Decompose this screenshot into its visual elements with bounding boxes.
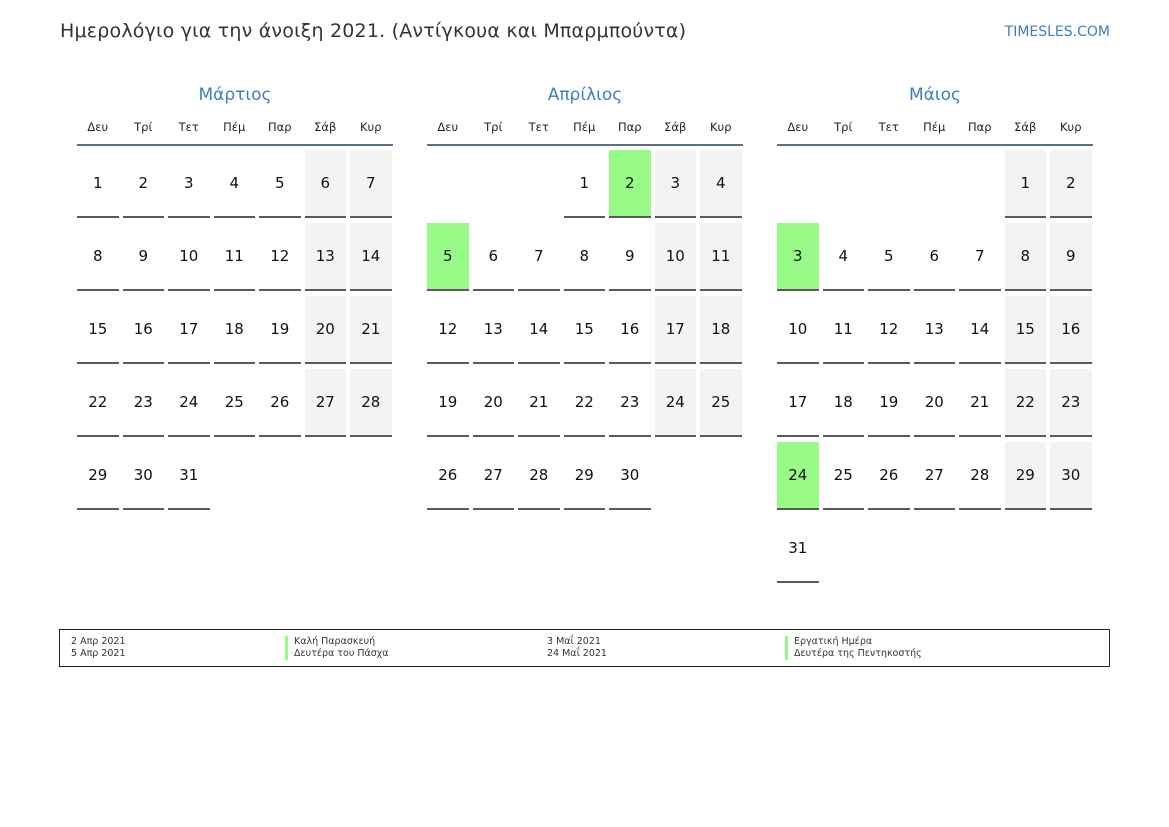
weekday-label: Κυρ bbox=[710, 120, 732, 134]
day-cell: 21 bbox=[959, 369, 1001, 437]
day-cell: 5 bbox=[868, 223, 910, 291]
day-cell: 8 bbox=[564, 223, 606, 291]
day-cell: 21 bbox=[518, 369, 560, 437]
weekday-header bbox=[427, 112, 743, 146]
day-cell: 20 bbox=[305, 296, 347, 364]
day-cell: 27 bbox=[305, 369, 347, 437]
day-cell: 8 bbox=[77, 223, 119, 291]
empty-cell bbox=[777, 150, 819, 216]
day-cell: 9 bbox=[609, 223, 651, 291]
weekday-label: Κυρ bbox=[360, 120, 382, 134]
day-cell: 18 bbox=[214, 296, 256, 364]
weekday-label: Σάβ bbox=[314, 120, 337, 134]
day-cell: 15 bbox=[1005, 296, 1047, 364]
day-cell: 31 bbox=[168, 442, 210, 510]
legend-date: 2 Απρ 2021 bbox=[71, 636, 126, 647]
day-cell: 2 bbox=[1050, 150, 1092, 218]
day-cell: 10 bbox=[168, 223, 210, 291]
day-cell: 27 bbox=[473, 442, 515, 510]
day-cell: 1 bbox=[564, 150, 606, 218]
day-cell: 9 bbox=[1050, 223, 1092, 291]
empty-cell bbox=[823, 150, 865, 216]
legend-holiday-name: Καλή Παρασκευή bbox=[285, 636, 375, 648]
site-link[interactable]: TIMESLES.COM bbox=[1004, 24, 1110, 40]
day-cell: 14 bbox=[959, 296, 1001, 364]
day-cell: 1 bbox=[77, 150, 119, 218]
day-cell: 6 bbox=[914, 223, 956, 291]
empty-cell bbox=[473, 150, 515, 216]
day-cell: 11 bbox=[823, 296, 865, 364]
day-cell: 6 bbox=[305, 150, 347, 218]
weekday-label: Σάβ bbox=[664, 120, 687, 134]
empty-cell bbox=[518, 150, 560, 216]
day-cell: 13 bbox=[305, 223, 347, 291]
day-cell: 28 bbox=[350, 369, 392, 437]
day-cell: 14 bbox=[350, 223, 392, 291]
day-cell: 23 bbox=[609, 369, 651, 437]
day-cell: 27 bbox=[914, 442, 956, 510]
days-grid bbox=[77, 150, 393, 510]
day-cell: 24 bbox=[168, 369, 210, 437]
day-cell: 20 bbox=[473, 369, 515, 437]
day-cell: 19 bbox=[259, 296, 301, 364]
day-cell: 25 bbox=[823, 442, 865, 510]
legend-date: 24 Μαΐ 2021 bbox=[547, 648, 607, 659]
holiday-day-cell: 5 bbox=[427, 223, 469, 291]
day-cell: 5 bbox=[259, 150, 301, 218]
weekday-header bbox=[77, 112, 393, 146]
day-cell: 30 bbox=[1050, 442, 1092, 510]
weekday-label: Πέμ bbox=[223, 120, 246, 134]
day-cell: 23 bbox=[1050, 369, 1092, 437]
weekday-label: Δευ bbox=[87, 120, 109, 134]
legend-row bbox=[60, 648, 1109, 660]
day-cell: 17 bbox=[655, 296, 697, 364]
month-april bbox=[427, 82, 743, 510]
weekday-label: Τρί bbox=[834, 120, 853, 134]
day-cell: 20 bbox=[914, 369, 956, 437]
day-cell: 16 bbox=[123, 296, 165, 364]
legend-holiday-name: Δευτέρα του Πάσχα bbox=[285, 648, 389, 660]
weekday-label: Σάβ bbox=[1014, 120, 1037, 134]
day-cell: 26 bbox=[868, 442, 910, 510]
day-cell: 7 bbox=[350, 150, 392, 218]
weekday-label: Τετ bbox=[178, 120, 199, 134]
day-cell: 11 bbox=[700, 223, 742, 291]
weekday-label: Παρ bbox=[967, 120, 992, 134]
month-name: Μάιος bbox=[908, 85, 961, 105]
day-cell: 6 bbox=[473, 223, 515, 291]
weekday-label: Παρ bbox=[617, 120, 642, 134]
weekday-label: Τρί bbox=[484, 120, 503, 134]
day-cell: 28 bbox=[518, 442, 560, 510]
day-cell: 22 bbox=[564, 369, 606, 437]
day-cell: 30 bbox=[123, 442, 165, 510]
day-cell: 13 bbox=[473, 296, 515, 364]
day-cell: 25 bbox=[700, 369, 742, 437]
day-cell: 18 bbox=[700, 296, 742, 364]
holiday-day-cell: 24 bbox=[777, 442, 819, 510]
day-cell: 29 bbox=[1005, 442, 1047, 510]
day-cell: 14 bbox=[518, 296, 560, 364]
day-cell: 18 bbox=[823, 369, 865, 437]
weekday-label: Πέμ bbox=[573, 120, 596, 134]
weekday-label: Τετ bbox=[878, 120, 899, 134]
day-cell: 30 bbox=[609, 442, 651, 510]
day-cell: 1 bbox=[1005, 150, 1047, 218]
empty-cell bbox=[427, 150, 469, 216]
days-grid bbox=[427, 150, 743, 510]
day-cell: 7 bbox=[518, 223, 560, 291]
day-cell: 4 bbox=[823, 223, 865, 291]
legend-date: 5 Απρ 2021 bbox=[71, 648, 126, 659]
day-cell: 3 bbox=[168, 150, 210, 218]
day-cell: 10 bbox=[655, 223, 697, 291]
legend-row bbox=[60, 636, 1109, 648]
day-cell: 29 bbox=[77, 442, 119, 510]
legend-date: 3 Μαΐ 2021 bbox=[547, 636, 601, 647]
holiday-day-cell: 2 bbox=[609, 150, 651, 218]
legend-holiday-name: Δευτέρα της Πεντηκοστής bbox=[785, 648, 922, 660]
holiday-legend bbox=[59, 629, 1110, 667]
empty-cell bbox=[959, 150, 1001, 216]
page-title: Ημερολόγιο για την άνοιξη 2021. (Αντίγκουα και Μπαρμπούντα) bbox=[60, 20, 687, 42]
day-cell: 16 bbox=[609, 296, 651, 364]
day-cell: 24 bbox=[655, 369, 697, 437]
day-cell: 12 bbox=[259, 223, 301, 291]
legend-holiday-name: Εργατική Ημέρα bbox=[785, 636, 872, 648]
day-cell: 25 bbox=[214, 369, 256, 437]
weekday-header bbox=[777, 112, 1093, 146]
empty-cell bbox=[868, 150, 910, 216]
day-cell: 23 bbox=[123, 369, 165, 437]
month-name: Απρίλιος bbox=[547, 85, 623, 105]
day-cell: 21 bbox=[350, 296, 392, 364]
day-cell: 26 bbox=[259, 369, 301, 437]
day-cell: 10 bbox=[777, 296, 819, 364]
day-cell: 22 bbox=[1005, 369, 1047, 437]
day-cell: 11 bbox=[214, 223, 256, 291]
day-cell: 19 bbox=[868, 369, 910, 437]
day-cell: 9 bbox=[123, 223, 165, 291]
empty-cell bbox=[914, 150, 956, 216]
day-cell: 17 bbox=[777, 369, 819, 437]
weekday-label: Κυρ bbox=[1060, 120, 1082, 134]
weekday-label: Παρ bbox=[267, 120, 292, 134]
day-cell: 12 bbox=[868, 296, 910, 364]
day-cell: 8 bbox=[1005, 223, 1047, 291]
day-cell: 17 bbox=[168, 296, 210, 364]
day-cell: 22 bbox=[77, 369, 119, 437]
day-cell: 19 bbox=[427, 369, 469, 437]
weekday-label: Τετ bbox=[528, 120, 549, 134]
day-cell: 15 bbox=[77, 296, 119, 364]
weekday-label: Δευ bbox=[437, 120, 459, 134]
day-cell: 26 bbox=[427, 442, 469, 510]
month-may bbox=[777, 82, 1093, 583]
day-cell: 16 bbox=[1050, 296, 1092, 364]
day-cell: 7 bbox=[959, 223, 1001, 291]
day-cell: 4 bbox=[214, 150, 256, 218]
day-cell: 4 bbox=[700, 150, 742, 218]
day-cell: 13 bbox=[914, 296, 956, 364]
weekday-label: Πέμ bbox=[923, 120, 946, 134]
month-name: Μάρτιος bbox=[198, 85, 272, 105]
weekday-label: Δευ bbox=[787, 120, 809, 134]
month-march bbox=[77, 82, 393, 510]
day-cell: 3 bbox=[655, 150, 697, 218]
day-cell: 12 bbox=[427, 296, 469, 364]
day-cell: 15 bbox=[564, 296, 606, 364]
holiday-day-cell: 3 bbox=[777, 223, 819, 291]
day-cell: 29 bbox=[564, 442, 606, 510]
weekday-label: Τρί bbox=[134, 120, 153, 134]
day-cell: 2 bbox=[123, 150, 165, 218]
day-cell: 28 bbox=[959, 442, 1001, 510]
days-grid bbox=[777, 150, 1093, 583]
day-cell: 31 bbox=[777, 515, 819, 583]
